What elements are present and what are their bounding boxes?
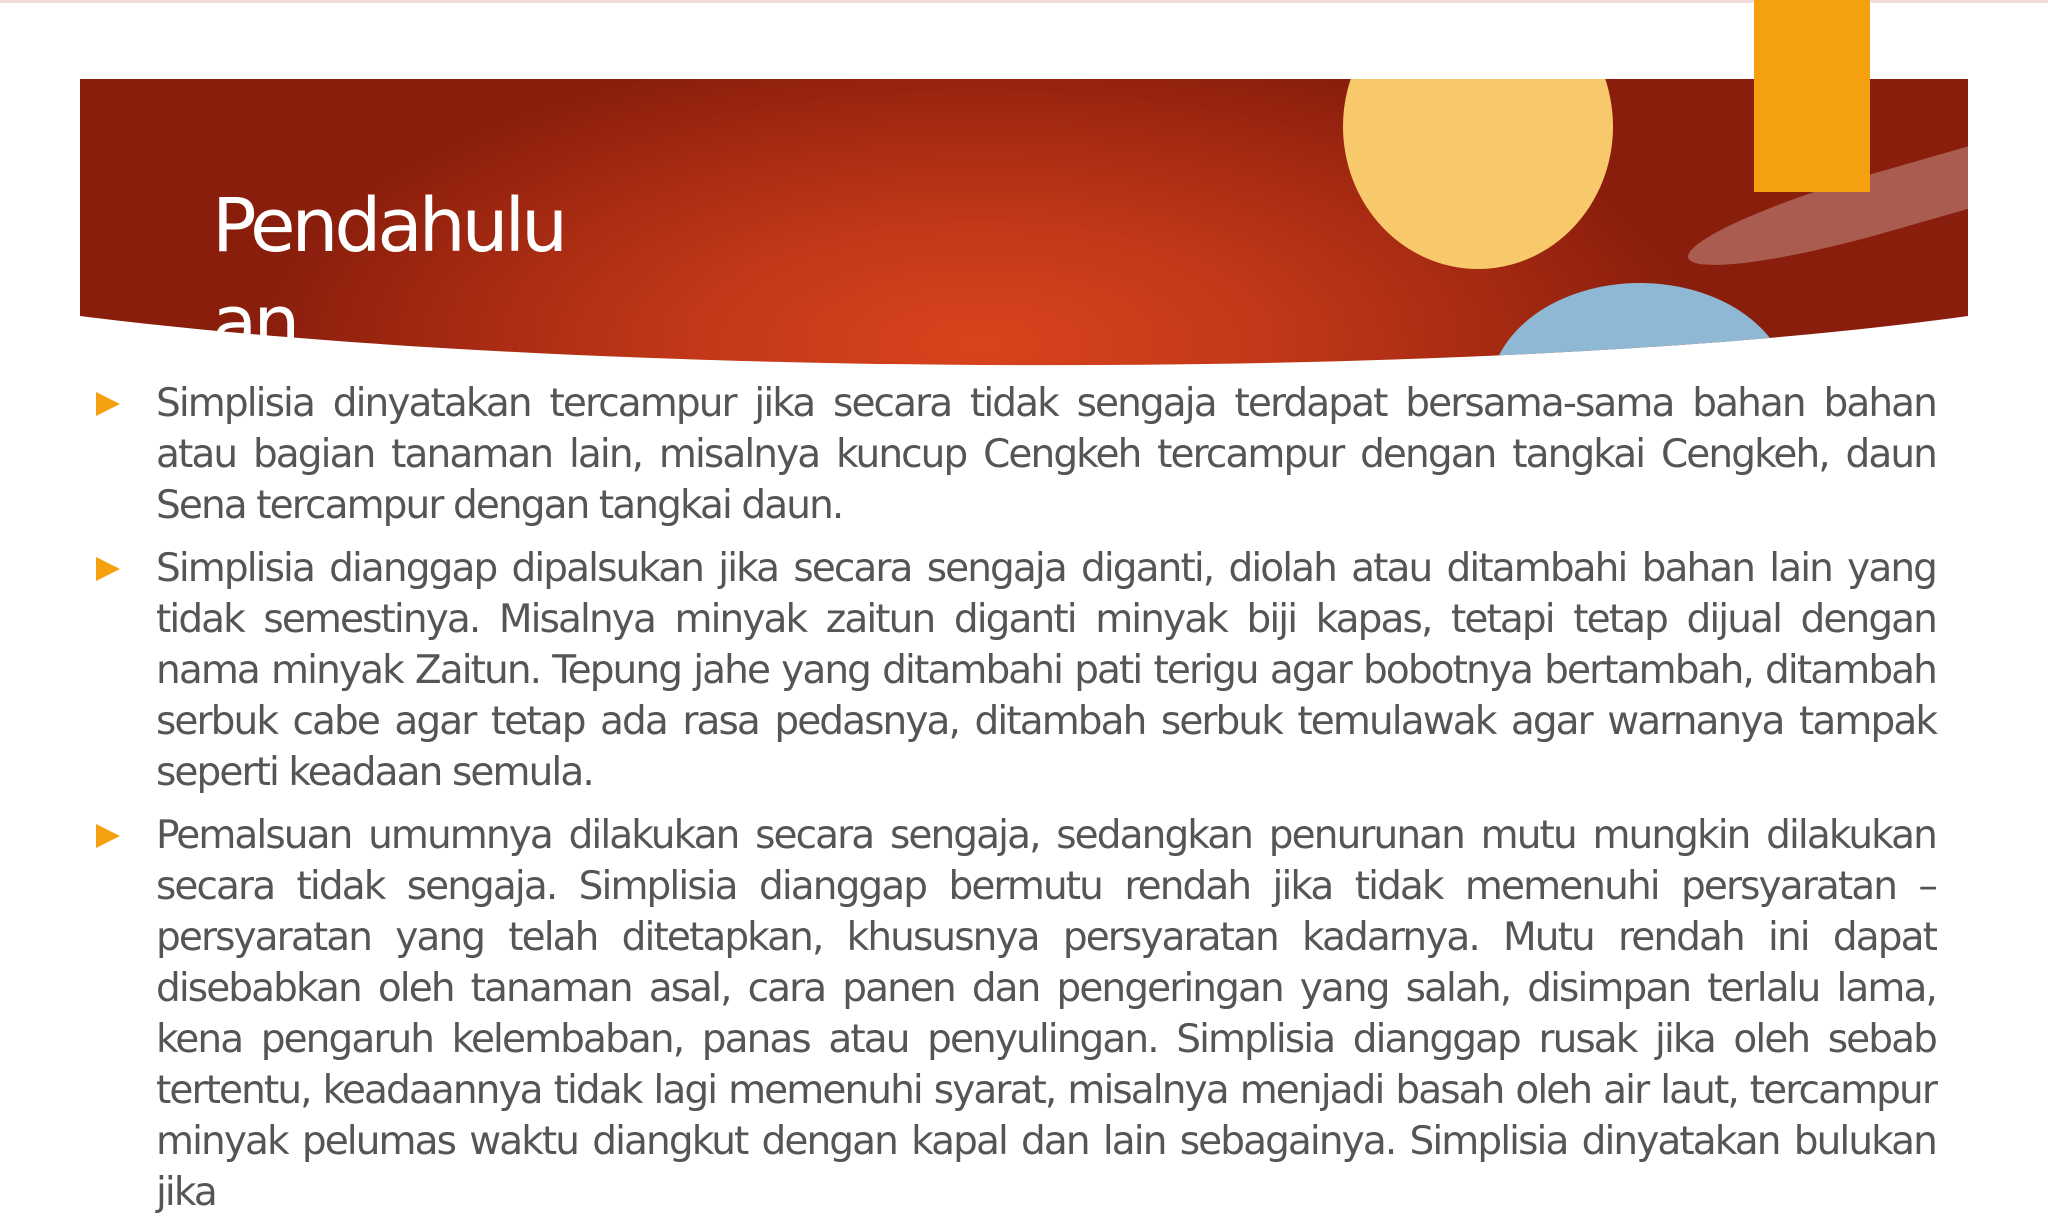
bullet-text: Pemalsuan umumnya dilakukan secara sengaja, sedangkan penurunan mutu mungkin dilakukan secara tidak sengaja. Simplisia dianggap bermutu rendah jika tidak memenuhi persyaratan – persyaratan yang telah ditetapkan, khususnya persyaratan kadarnya. Mutu rendah ini dapat disebabkan oleh tanaman asal, cara panen dan pengeringan yang salah, disimpan terlalu lama, kena pengaruh kelembaban, panas atau penyulingan. Simplisia dianggap rusak jika oleh sebab tertentu, keadaannya tidak lagi memenuhi syarat, misalnya menjadi basah oleh air laut, tercampur minyak pelumas waktu diangkut dengan kapal dan lain sebagainya. Simplisia dinyatakan bulukan jika [156,813,1936,1215]
triangle-bullet-icon [96,557,120,581]
top-rule [0,0,2048,3]
triangle-bullet-icon [96,392,120,416]
bullet-item [96,378,1936,531]
orange-tab-decoration [1754,0,1870,192]
triangle-bullet-icon [96,824,120,848]
slide-title: Pendahuluan [212,183,564,366]
bullet-item [96,810,1936,1218]
sun-circle-decoration [1343,79,1613,269]
bullet-item [96,543,1936,798]
bullet-text: Simplisia dinyatakan tercampur jika secara tidak sengaja terdapat bersama-sama bahan bahan atau bagian tanaman lain, misalnya kuncup Cengkeh tercampur dengan tangkai Cengkeh, daun Sena tercampur dengan tangkai daun. [156,381,1936,528]
bullet-text: Simplisia dianggap dipalsukan jika secara sengaja diganti, diolah atau ditambahi bahan lain yang tidak semestinya. Misalnya minyak zaitun diganti minyak biji kapas, tetapi tetap dijual dengan nama minyak Zaitun. Tepung jahe yang ditambahi pati terigu agar bobotnya bertambah, ditambah serbuk cabe agar tetap ada rasa pedasnya, ditambah serbuk temulawak agar warnanya tampak seperti keadaan semula. [156,546,1936,795]
blue-arc-decoration [1490,283,1790,384]
slide-body [96,378,1936,1230]
